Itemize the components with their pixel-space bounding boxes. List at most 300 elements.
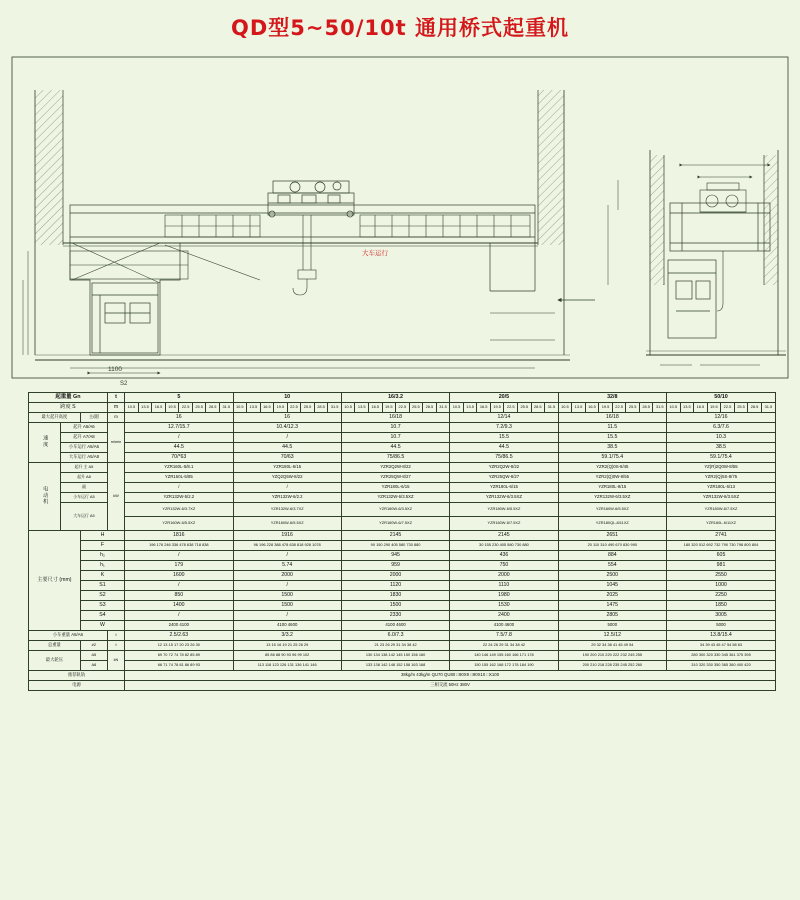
dimW-1: 4100 4600 [233,621,341,631]
motor-3-4: YZR132W-6/3.5XZ [558,493,666,503]
row-speed-0 [29,423,776,433]
dimH-5: 2741 [667,531,776,541]
svg-text:S2: S2 [120,381,128,387]
row-motor-5 [29,517,776,531]
cell-wheel-a8-grade: A8 [80,661,107,671]
dim-sym-W: W [80,621,124,631]
speed-0-2: 10.7 [341,423,449,433]
dimW-2: 4100 4600 [341,621,449,631]
motor-4-1: YZR132W-6/3.7XZ [233,503,341,517]
dimW-3: 4100 4600 [450,621,558,631]
speed-2-0: 44.5 [125,443,233,453]
dimK-0: 1600 [125,571,233,581]
span-3-0: 10.5 [450,403,464,413]
cell-speed-unit: m/min [107,423,124,463]
wa5-0: 69 70 72 74 78 82 85 89 [125,651,233,661]
row-motor-2 [29,483,776,493]
span-2-4: 22.5 [396,403,410,413]
dim-sym-H: H [80,531,124,541]
cell-cap-4: 32/8 [558,393,666,403]
row-dim-h2 [29,551,776,561]
row-dim-F [29,541,776,551]
motor-3-5: YZR132W-6/3.5XZ [667,493,776,503]
motor-0-2: YZR2Q2W-8/22 [341,463,449,473]
dim-1100: 1100 [108,366,122,373]
dimS4-0: / [125,611,233,621]
dimh1-2: 959 [341,561,449,571]
row-dim-S1 [29,581,776,591]
spec-table-wrap [28,392,776,691]
motor-1-5: YZR2(Q)5S-8/75 [667,473,776,483]
speed-2-4: 38.5 [558,443,666,453]
speed-2-1: 44.5 [233,443,341,453]
motor-3-1: YZR132W-6/2.2 [233,493,341,503]
row-trolley-weight [29,631,776,641]
dimh2-5: 605 [667,551,776,561]
cell-cap-5: 50/10 [667,393,776,403]
dimS2-5: 2250 [667,591,776,601]
cell-wheel-label: 最大轮压 [29,651,81,671]
cell-rail-value: 38kg/m 43kg/m QU70 QU80 □90X9 □90X10 □X100 [125,671,776,681]
span-0-3: 19.5 [165,403,179,413]
dimS4-2: 2330 [341,611,449,621]
span-5-6: 28.5 [748,403,762,413]
cell-total-weight-label: 总重量 [29,641,81,651]
lift-1: 16 [233,413,341,423]
wa5-1: 85 86 88 90 93 96 99 102 [233,651,341,661]
dimF-3: 30 155 230 405 580 730 880 [450,541,558,551]
dim-1540: 1540 [710,368,725,375]
row-dim-S2 [29,591,776,601]
lift-0: 16 [125,413,233,423]
row-dim-W [29,621,776,631]
dimH-4: 2651 [558,531,666,541]
tw-3: 7.5/7.8 [450,631,558,641]
dim-sym-h1: h₁ [80,561,124,571]
motor-2-3: YZR180L-6/15 [450,483,558,493]
span-5-1: 13.5 [680,403,694,413]
row-rail [29,671,776,681]
motor-2-0: / [125,483,233,493]
dim-sym-S4: S4 [80,611,124,621]
row-speed-2 [29,443,776,453]
row-motor-4 [29,503,776,517]
dimh1-5: 981 [667,561,776,571]
cell-trolley-weight-unit: t [107,631,124,641]
cell-cap-0: 5 [125,393,233,403]
row-lift-height [29,413,776,423]
lift-2: 16/18 [341,413,449,423]
dimW-4: 5000 [558,621,666,631]
speed-3-1: 70/63 [233,453,341,463]
cell-motor-label: 电动机 [29,463,61,531]
dim-sym-S3: S3 [80,601,124,611]
dimH-0: 1816 [125,531,233,541]
dimh2-2: 945 [341,551,449,561]
span-1-2: 16.5 [260,403,274,413]
dimS4-5: 3005 [667,611,776,621]
cell-lift-sub: 主/副 [80,413,107,423]
tw-0: 2.5/2.63 [125,631,233,641]
dimW-5: 5000 [667,621,776,631]
dimh2-4: 884 [558,551,666,561]
span-0-6: 28.5 [206,403,220,413]
dimF-4: 20 110 310 490 670 830 990 [558,541,666,551]
speed-2-5: 38.5 [667,443,776,453]
span-4-7: 31.5 [653,403,667,413]
dim-S1: S1 [98,303,106,309]
row-dim-h1 [29,561,776,571]
dim-sym-K: K [80,571,124,581]
tw-5: 13.8/15.4 [667,631,776,641]
dimS3-3: 1530 [450,601,558,611]
dimS1-5: 1000 [667,581,776,591]
speed-1-4: 15.5 [558,433,666,443]
totw-0: 12 13 15 17 20 23 26 30 [125,641,233,651]
dimS1-0: / [125,581,233,591]
motor-4-4: YZR160W-6/5.5XZ [558,503,666,517]
motor-0-1: YZR180L-6/15 [233,463,341,473]
cell-speed-sub-1: 起升 A7/A8 [61,433,108,443]
span-5-4: 22.5 [721,403,735,413]
cell-power-value: 三相交流 50Hz 380V [125,681,776,691]
cell-capacity-unit: t [107,393,124,403]
motor-0-5: YZ(R)2Q0W-8/55 [667,463,776,473]
span-1-7: 31.5 [328,403,342,413]
dimW-0: 2400 4100 [125,621,233,631]
totw-2: 21 23 26 29 31 34 38 42 [341,641,449,651]
row-speed-3 [29,453,776,463]
wa5-5: 280 300 320 330 345 361 375 395 [667,651,776,661]
svg-text:大车运行: 大车运行 [362,250,388,257]
span-2-7: 31.5 [436,403,450,413]
lift-3: 12/14 [450,413,558,423]
motor-4-5: YZR180W-6/7.5XZ [667,503,776,517]
cell-motor-sub-4: 大车运行 A5 [61,503,108,531]
row-dim-S3 [29,601,776,611]
cell-cap-2: 16/3.2 [341,393,449,403]
dimh2-0: / [125,551,233,561]
dim-60-left: >60 [38,373,49,379]
row-wheel-a5 [29,651,776,661]
dimS1-3: 1110 [450,581,558,591]
dim-S3: S3 [530,313,538,319]
span-2-2: 16.5 [368,403,382,413]
dimS3-5: 1850 [667,601,776,611]
cell-dim-label: 主要尺寸 (mm) [29,531,81,631]
cell-lift-label: 最大起升高度 [29,413,81,423]
span-0-1: 13.5 [138,403,152,413]
motor-0-0: YZR160L-5/8.1 [125,463,233,473]
span-1-5: 25.5 [301,403,315,413]
dimS1-4: 1045 [558,581,666,591]
dim-h2: h2 [272,281,279,287]
span-3-4: 22.5 [504,403,518,413]
motor-2-4: YZR180L-8/15 [558,483,666,493]
motor-5-4: YZR180QL-8/11XZ [558,517,666,531]
speed-3-0: 70/*63 [125,453,233,463]
span-2-0: 10.5 [341,403,355,413]
speed-2-2: 44.5 [341,443,449,453]
dimF-0: 196 176 246 336 478 638 718 838 [125,541,233,551]
dimh2-1: / [233,551,341,561]
span-0-4: 22.5 [179,403,193,413]
span-4-4: 22.5 [612,403,626,413]
totw-1: 13 15 16 19 21 25 26 29 [233,641,341,651]
motor-3-2: YZR132W-6/3.5XZ [341,493,449,503]
motor-1-3: YZR25QW-8/27 [450,473,558,483]
span-0-2: 16.5 [152,403,166,413]
dimS4-4: 2805 [558,611,666,621]
dimK-2: 2000 [341,571,449,581]
cell-span-unit: m [107,403,124,413]
dimh1-4: 554 [558,561,666,571]
section-AA: A向 [745,138,758,147]
dim-K: K [723,170,728,177]
dim-2430: 2430 [14,306,20,320]
dimK-5: 2550 [667,571,776,581]
cell-total-weight-unit: t [107,641,124,651]
span-5-7: 31.5 [761,403,775,413]
cell-motor-sub-3: 小车运行 A5 [61,493,108,503]
cell-cap-1: 10 [233,393,341,403]
speed-1-1: / [233,433,341,443]
cell-lift-unit: m [107,413,124,423]
dimS2-2: 1830 [341,591,449,601]
lift-5: 12/16 [667,413,776,423]
dimS3-4: 1475 [558,601,666,611]
dim-sym-S2: S2 [80,591,124,601]
dimh1-0: 179 [125,561,233,571]
tw-4: 12.5/12 [558,631,666,641]
span-0-5: 25.5 [192,403,206,413]
dimS2-3: 1980 [450,591,558,601]
cell-power-label: 电源 [29,681,125,691]
spec-table [28,392,776,691]
span-4-3: 19.5 [599,403,613,413]
tw-2: 6.0/7.3 [341,631,449,641]
dimS3-2: 1500 [341,601,449,611]
dimS2-0: 850 [125,591,233,601]
motor-5-5: YZR160L-6/11XZ [667,517,776,531]
lift-4: 16/18 [558,413,666,423]
dimh1-3: 750 [450,561,558,571]
page-title: QD型5~50/10t 通用桥式起重机 [231,16,569,40]
totw-5: 34 39 43 45 47 54 58 63 [667,641,776,651]
span-3-7: 31.5 [545,403,559,413]
speed-1-2: 10.7 [341,433,449,443]
wa8-2: 133 138 142 148 152 158 163 168 [341,661,449,671]
motor-0-4: YZR2(Q)0S-8/45 [558,463,666,473]
span-3-3: 19.5 [490,403,504,413]
dimS2-4: 2025 [558,591,666,601]
motor-3-3: YZR132W-6/3.5XZ [450,493,558,503]
row-capacity [29,393,776,403]
dim-h1: h1 [322,283,329,289]
dim-S: S [300,372,305,379]
cell-motor-unit: kW [107,463,124,531]
dimH-1: 1916 [233,531,341,541]
dim-730: 730 [662,368,673,375]
speed-2-3: 44.5 [450,443,558,453]
span-4-0: 10.5 [558,403,572,413]
cell-speed-sub-0: 起升 A5/A6 [61,423,108,433]
wa5-4: 190 200 210 220 222 232 245 255 [558,651,666,661]
span-4-1: 13.5 [572,403,586,413]
dim-260-right: 260 [550,372,561,379]
dim-H: H [600,245,606,250]
row-motor-1 [29,473,776,483]
span-1-1: 13.5 [247,403,261,413]
dimH-2: 2145 [341,531,449,541]
speed-3-3: 75/86.5 [450,453,558,463]
speed-0-0: 12.7/15.7 [125,423,233,433]
span-3-2: 16.5 [477,403,491,413]
wa5-2: 130 134 138 142 145 150 156 160 [341,651,449,661]
motor-2-1: / [233,483,341,493]
dimK-4: 2500 [558,571,666,581]
dim-sym-F: F [80,541,124,551]
speed-0-5: 6.3/7.6 [667,423,776,433]
span-2-5: 25.5 [409,403,423,413]
cell-speed-sub-3: 大车运行 A5/A8 [61,453,108,463]
wa5-3: 140 146 149 155 160 166 171 178 [450,651,558,661]
motor-1-4: YZR2(Q)0W-8/55 [558,473,666,483]
row-dim-K [29,571,776,581]
span-2-3: 19.5 [382,403,396,413]
motor-5-3: YZR160W-6/7.5XZ [450,517,558,531]
wa8-0: 66 71 74 78 81 86 89 93 [125,661,233,671]
cell-wheel-unit: kN [107,651,124,671]
span-3-1: 13.5 [463,403,477,413]
speed-0-1: 10.4/12.3 [233,423,341,433]
motor-2-5: YZR180L-6/13 [667,483,776,493]
span-1-3: 19.5 [274,403,288,413]
speed-3-4: 59.1/75.4 [558,453,666,463]
dimH-3: 2145 [450,531,558,541]
cell-speed-sub-2: 小车运行 A5/A6 [61,443,108,453]
span-1-6: 28.5 [314,403,328,413]
row-dim-H [29,531,776,541]
motor-1-1: YZQ2Q5W-8/22 [233,473,341,483]
row-dim-S4 [29,611,776,621]
cell-wheel-a5-grade: A5 [80,651,107,661]
dimS2-1: 1500 [233,591,341,601]
row-motor-0 [29,463,776,473]
span-1-0: 10.5 [233,403,247,413]
cell-capacity-label: 起重量 Gn [29,393,108,403]
dimh2-3: 436 [450,551,558,561]
cell-total-weight-grade: #2 [80,641,107,651]
speed-1-0: / [125,433,233,443]
dimS3-0: 1400 [125,601,233,611]
motor-5-0: YZR160W-6/5.5XZ [125,517,233,531]
dim-300: 300 [608,187,614,197]
motor-1-0: YZR160L-5/85 [125,473,233,483]
totw-3: 22 24 26 29 31 34 38 42 [450,641,558,651]
wa8-3: 150 155 162 168 172 178 184 190 [450,661,558,671]
row-span [29,403,776,413]
motor-0-3: YZR2Q2W-8/22 [450,463,558,473]
span-4-6: 28.5 [639,403,653,413]
span-1-4: 22.5 [287,403,301,413]
span-4-2: 16.5 [585,403,599,413]
speed-3-2: 75/86.5 [341,453,449,463]
span-0-0: 10.5 [125,403,139,413]
dimS4-1: / [233,611,341,621]
tw-1: 3/3.2 [233,631,341,641]
span-3-5: 25.5 [517,403,531,413]
motor-2-2: YZR180L-6/15 [341,483,449,493]
cell-trolley-weight-label: 小车重量 A5/A6 [29,631,108,641]
dim-sym-S1: S1 [80,581,124,591]
cell-motor-sub-0: 起升 主 A5 [61,463,108,473]
dim-S4: S4 [530,339,538,345]
cell-cap-3: 20/5 [450,393,558,403]
dim-230-right: 230 [515,372,526,379]
totw-4: 29 32 34 38 41 45 49 54 [558,641,666,651]
dimS1-1: / [233,581,341,591]
wa8-4: 200 210 218 228 235 245 252 260 [558,661,666,671]
dimS4-3: 2400 [450,611,558,621]
dimh1-1: 5.74 [233,561,341,571]
span-5-2: 16.5 [694,403,708,413]
row-speed-1 [29,433,776,443]
speed-0-4: 11.5 [558,423,666,433]
section-A: A [586,290,591,297]
technical-drawing [10,55,790,387]
span-5-3: 19.5 [707,403,721,413]
cell-speed-label: 速度 [29,423,61,463]
span-0-7: 31.5 [219,403,233,413]
dim-230-left: 230 [68,372,79,379]
row-motor-3 [29,493,776,503]
cell-span-label: 跨度 S [29,403,108,413]
dim-F: F [22,253,26,259]
dimF-2: 90 150 290 405 580 730 880 [341,541,449,551]
dim-sym-h2: h₂ [80,551,124,561]
motor-4-2: YZR160W-6/3.5XZ [341,503,449,517]
row-power [29,681,776,691]
cell-rail-label: 推荐轨轨 [29,671,125,681]
row-wheel-a8 [29,661,776,671]
wa8-5: 310 320 330 350 365 380 400 420 [667,661,776,671]
span-2-1: 13.5 [355,403,369,413]
row-total-weight [29,641,776,651]
speed-3-5: 59.1/75.4 [667,453,776,463]
span-5-0: 10.5 [667,403,681,413]
motor-1-2: YZR25QW-8/27 [341,473,449,483]
dimS1-2: 1120 [341,581,449,591]
cell-motor-sub-2: 副 [61,483,108,493]
motor-4-3: YZR180W-6/5.5XZ [450,503,558,517]
dimF-1: 96 196 228 388 478 638 818 928 1078 [233,541,341,551]
wa8-1: 113 118 123 126 131 136 141 146 [233,661,341,671]
dimK-1: 2000 [233,571,341,581]
speed-1-3: 15.5 [450,433,558,443]
span-2-6: 28.5 [423,403,437,413]
span-3-6: 28.5 [531,403,545,413]
span-4-5: 25.5 [626,403,640,413]
motor-5-1: YZR160W-6/5.5XZ [233,517,341,531]
dimS3-1: 1500 [233,601,341,611]
speed-1-5: 10.3 [667,433,776,443]
span-5-5: 25.5 [734,403,748,413]
dim-W: W [723,158,730,165]
motor-3-0: YZR132W-5/2.2 [125,493,233,503]
speed-0-3: 7.2/9.3 [450,423,558,433]
cell-motor-sub-1: 起升 A8 [61,473,108,483]
